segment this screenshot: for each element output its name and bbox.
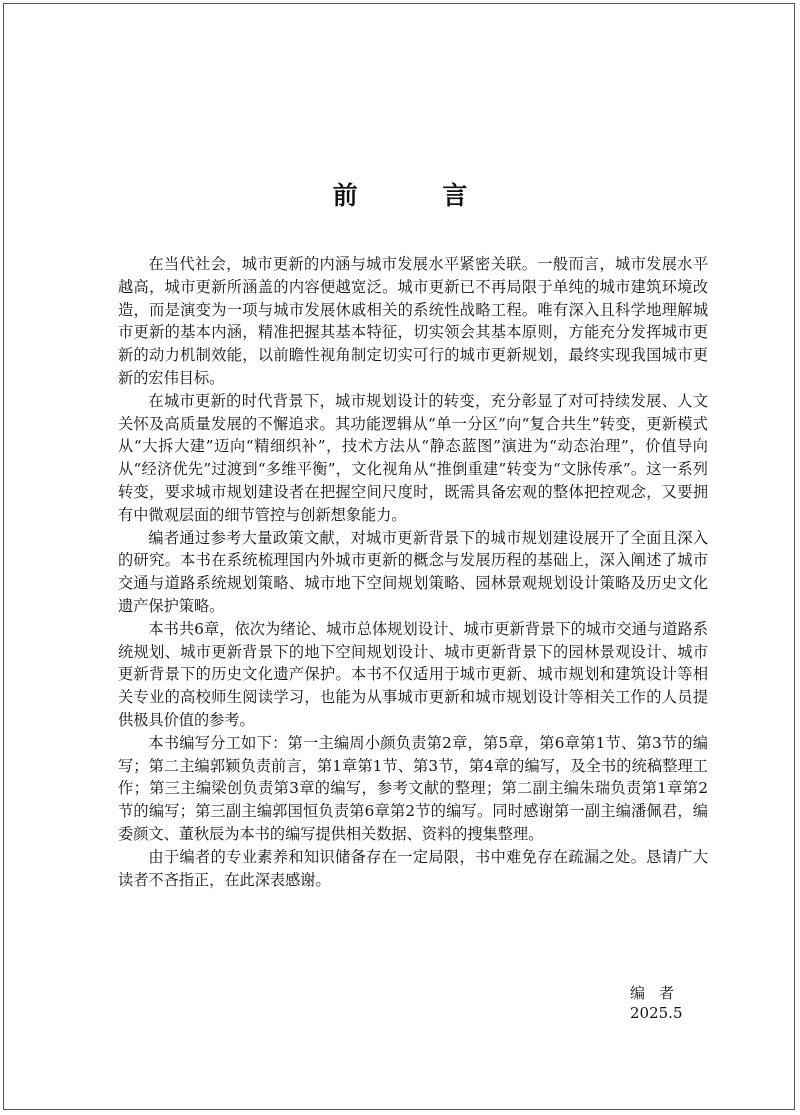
paragraph-4: 本书共6章，依次为绪论、城市总体规划设计、城市更新背景下的城市交通与道路系统规划、城市更新背景下的地下空间规划设计、城市更新背景下的园林景观设计、城市更新背景下的历史文化遗产保护。本书不仅适用于城市更新、城市规划和建筑设计等相关专业的高校师生阅读学习，也能为从事城市更新和城市规划设计等相关工作的人员提供极具价值的参考。 [118,619,708,729]
paragraph-2: 在城市更新的时代背景下，城市规划设计的转变，充分彰显了对可持续发展、人文关怀及高质量发展的不懈追求。其功能逻辑从“单一分区”向“复合共生”转变，更新模式从“大拆大建”迈向“精细织补”，技术方法从“静态蓝图”演进为“动态治理”，价值导向从“经济优先”过渡到“多维平衡”，文化视角从“推倒重建”转变为“文脉传承”。这一系列转变，要求城市规划建设者在把握空间尺度时，既需具备宏观的整体把控观念，又要拥有中微观层面的细节管控与创新想象能力。 [118,391,708,524]
signature-author: 编者 [630,984,689,1002]
page-title: 前 言 [332,181,506,210]
paragraph-1: 在当代社会，城市更新的内涵与城市发展水平紧密关联。一般而言，城市发展水平越高，城市更新所涵盖的内容便越宽泛。城市更新已不再局限于单纯的城市建筑环境改造，而是演变为一项与城市发展休戚相关的系统性战略工程。唯有深入且科学地理解城市更新的基本内涵，精准把握其基本特征，切实领会其基本原则，方能充分发挥城市更新的动力机制效能，以前瞻性视角制定切实可行的城市更新规划，最终实现我国城市更新的宏伟目标。 [118,255,708,387]
paragraph-3: 编者通过参考大量政策文献，对城市更新背景下的城市规划建设展开了全面且深入的研究。本书在系统梳理国内外城市更新的概念与发展历程的基础上，深入阐述了城市交通与道路系统规划策略、城市地下空间规划策略、园林景观规划设计策略及历史文化遗产保护策略。 [118,528,708,615]
preface-body [118,253,708,891]
paragraph-6: 由于编者的专业素养和知识储备存在一定局限，书中难免存在疏漏之处。恳请广大读者不吝指正，在此深表感谢。 [118,847,708,889]
paragraph-5: 本书编写分工如下：第一主编周小颜负责第2章，第5章，第6章第1节、第3节的编写；第二主编郭颖负责前言，第1章第1节、第3节，第4章的编写，及全书的统稿整理工作；第三主编梁创负责第3章的编写，参考文献的整理；第二副主编朱瑞负责第1章第2节的编写；第三副主编郭国恒负责第6章第2节的编写。同时感谢第一副主编潘佩君，编委颜文、董秋辰为本书的编写提供相关数据、资料的搜集整理。 [118,733,708,843]
signature-date: 2025.5 [630,1004,683,1022]
signature-block [612,983,712,1023]
